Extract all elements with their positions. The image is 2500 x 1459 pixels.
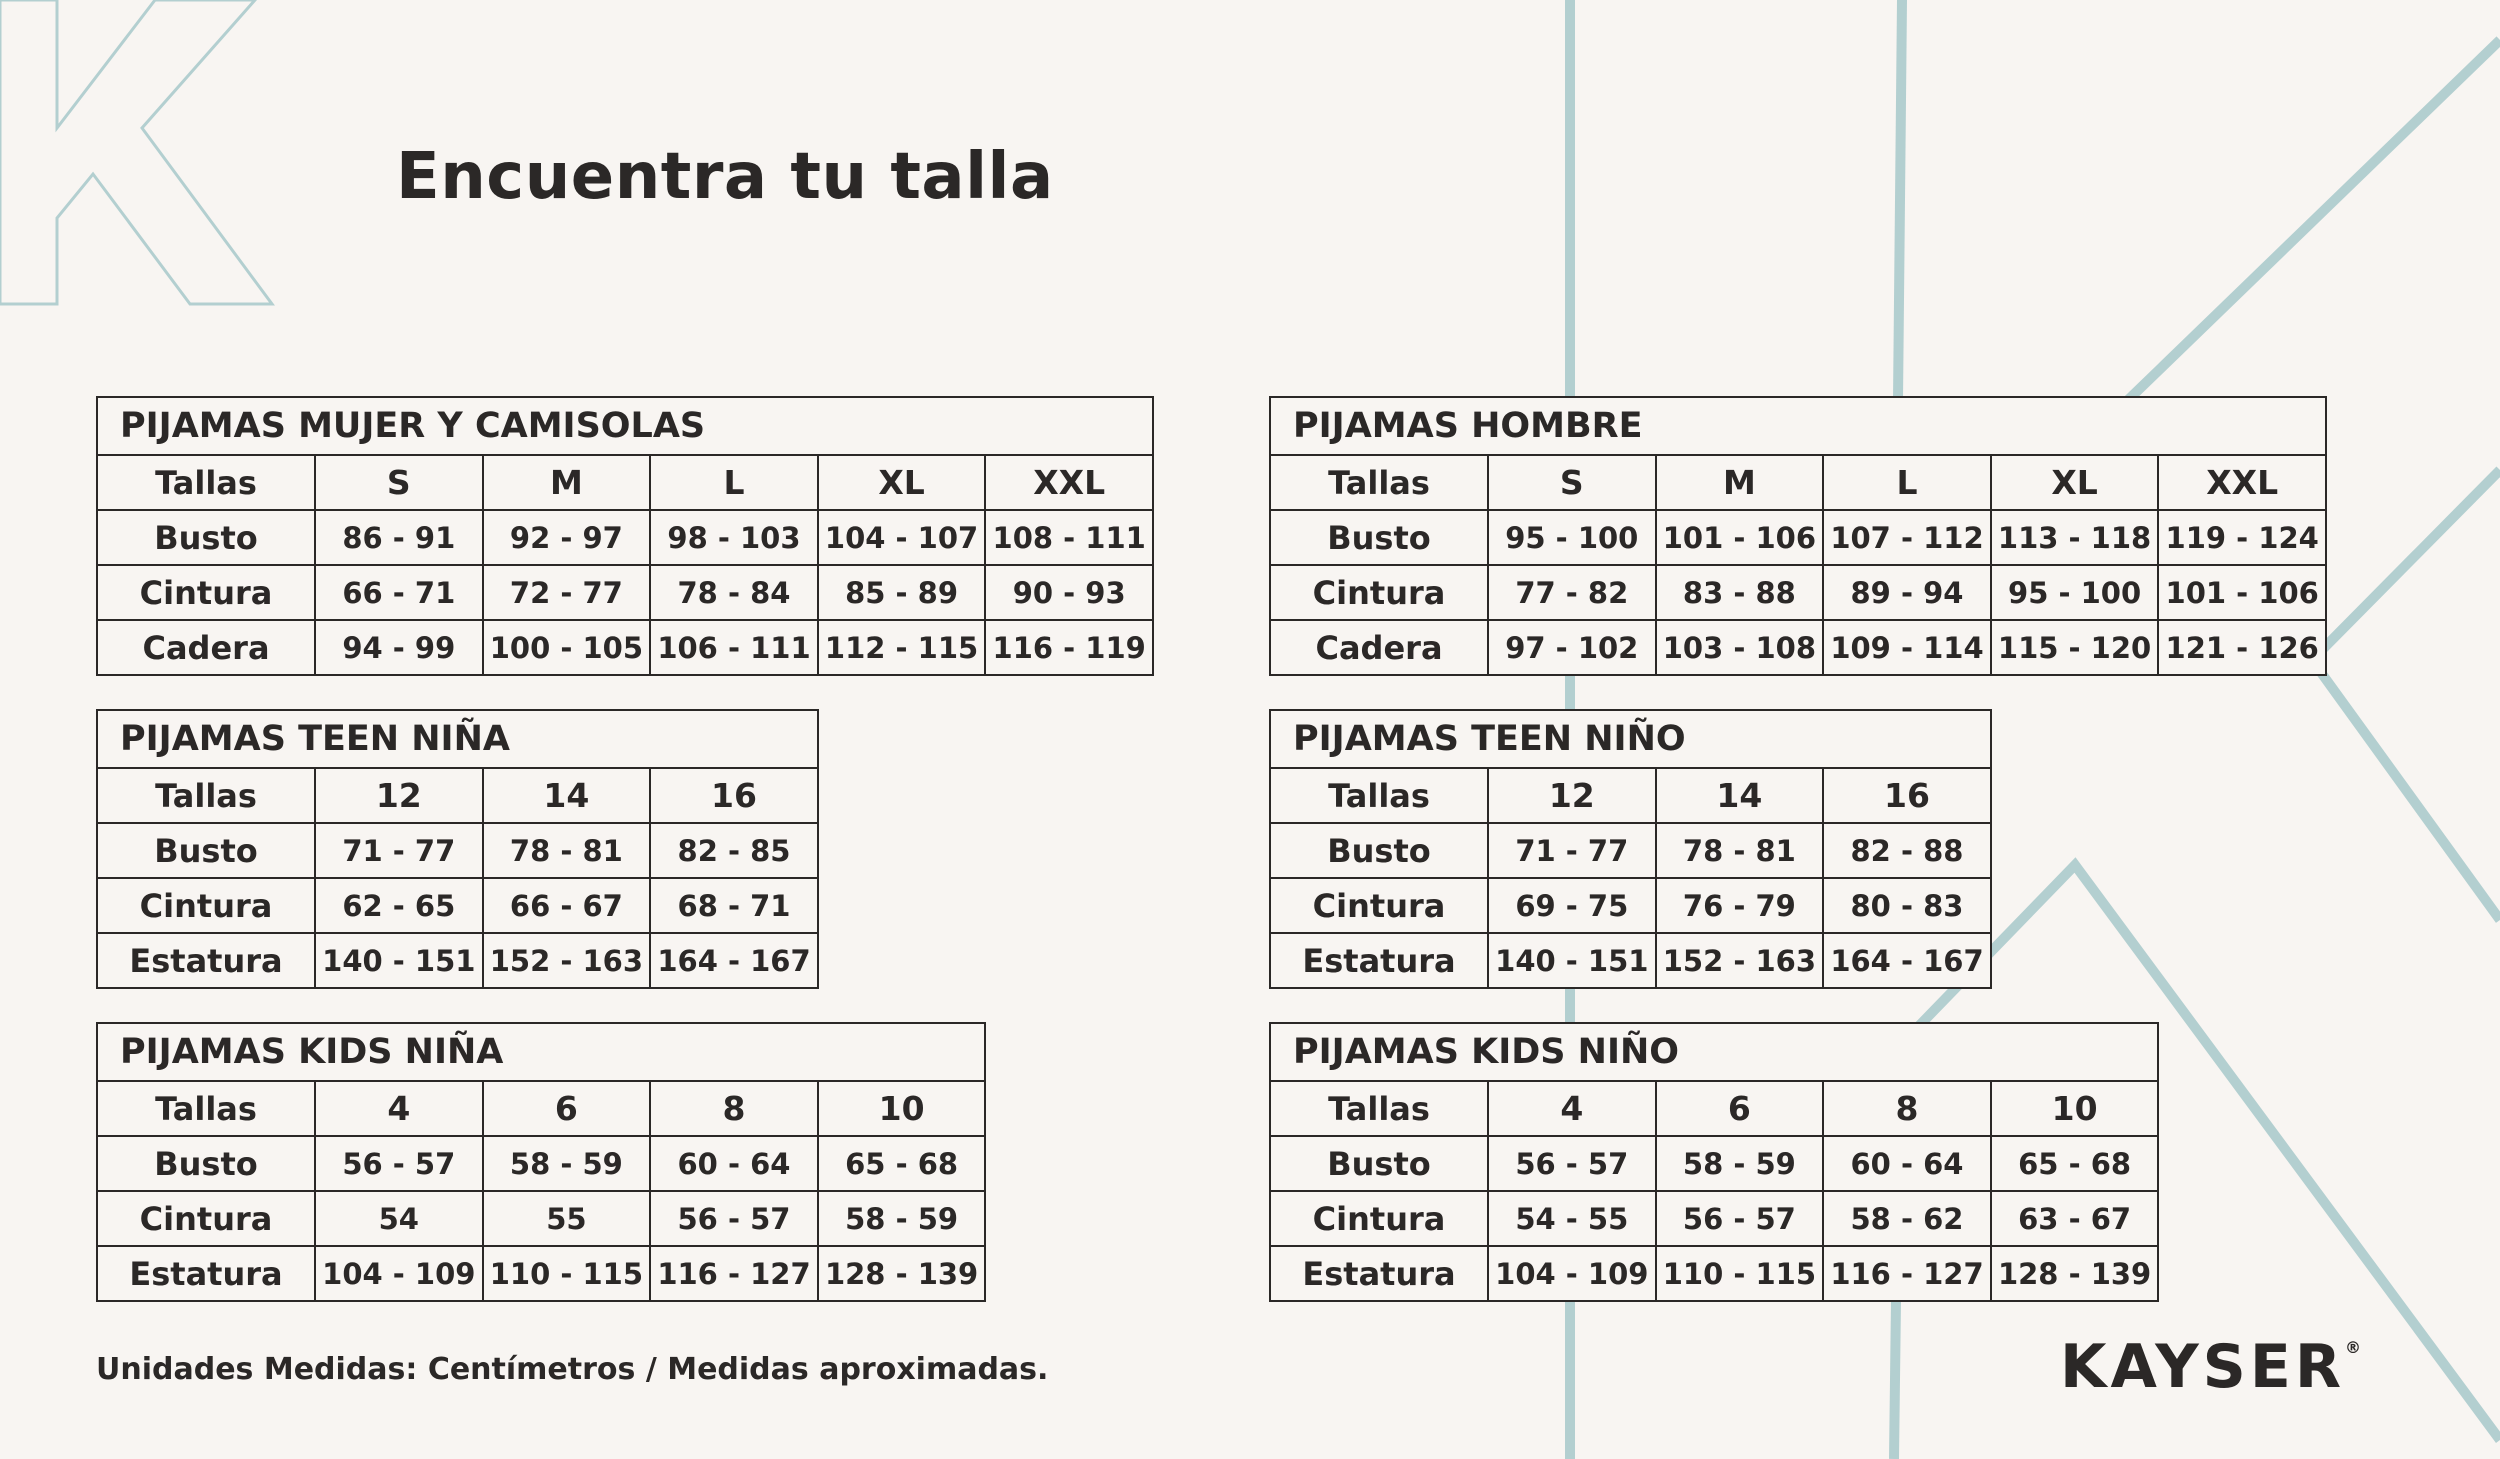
- size-header: S: [315, 455, 483, 510]
- size-header: 16: [650, 768, 818, 823]
- size-header: L: [650, 455, 818, 510]
- k-outline-mark: [0, 0, 272, 304]
- cell: 78 - 84: [650, 565, 818, 620]
- table-row: [97, 823, 818, 878]
- size-table-kids-nino: [1269, 1022, 2159, 1302]
- table-row: [97, 510, 1153, 565]
- cell: 164 - 167: [1823, 933, 1991, 988]
- size-header: 4: [315, 1081, 483, 1136]
- brand-name: KAYSER: [2060, 1332, 2346, 1402]
- units-note: Unidades Medidas: Centímetros / Medidas aproximadas.: [96, 1352, 1049, 1387]
- size-table-kids-nina: [96, 1022, 986, 1302]
- table-row: [97, 620, 1153, 675]
- size-header: 12: [315, 768, 483, 823]
- size-header: 8: [650, 1081, 818, 1136]
- cell: 128 - 139: [818, 1246, 986, 1301]
- size-header: S: [1488, 455, 1656, 510]
- size-header: M: [483, 455, 651, 510]
- size-header: XL: [1991, 455, 2159, 510]
- size-header: 14: [483, 768, 651, 823]
- table-row: [1270, 1136, 2158, 1191]
- row-label: Busto: [1270, 1136, 1488, 1191]
- cell: 65 - 68: [818, 1136, 986, 1191]
- cell: 100 - 105: [483, 620, 651, 675]
- cell: 94 - 99: [315, 620, 483, 675]
- row-label: Cintura: [97, 565, 315, 620]
- table-row: [1270, 768, 1991, 823]
- cell: 104 - 107: [818, 510, 986, 565]
- table-row: [97, 933, 818, 988]
- cell: 97 - 102: [1488, 620, 1656, 675]
- row-label: Tallas: [1270, 1081, 1488, 1136]
- table-row: [97, 455, 1153, 510]
- cell: 164 - 167: [650, 933, 818, 988]
- cell: 58 - 59: [483, 1136, 651, 1191]
- cell: 58 - 59: [1656, 1136, 1824, 1191]
- row-label: Tallas: [1270, 768, 1488, 823]
- size-header: 4: [1488, 1081, 1656, 1136]
- table-row: [1270, 620, 2326, 675]
- cell: 65 - 68: [1991, 1136, 2159, 1191]
- size-header: 14: [1656, 768, 1824, 823]
- decor-line: [2312, 660, 2500, 920]
- cell: 116 - 127: [1823, 1246, 1991, 1301]
- cell: 110 - 115: [1656, 1246, 1824, 1301]
- row-label: Busto: [1270, 823, 1488, 878]
- cell: 107 - 112: [1823, 510, 1991, 565]
- size-header: 12: [1488, 768, 1656, 823]
- cell: 89 - 94: [1823, 565, 1991, 620]
- size-header: 10: [818, 1081, 986, 1136]
- cell: 119 - 124: [2158, 510, 2326, 565]
- table-row: [97, 1081, 985, 1136]
- cell: 55: [483, 1191, 651, 1246]
- cell: 98 - 103: [650, 510, 818, 565]
- row-label: Tallas: [97, 455, 315, 510]
- size-header: 6: [1656, 1081, 1824, 1136]
- row-label: Busto: [1270, 510, 1488, 565]
- row-label: Cintura: [97, 878, 315, 933]
- page-title: Encuentra tu talla: [396, 140, 1054, 214]
- decor-line: [2312, 470, 2500, 660]
- cell: 101 - 106: [1656, 510, 1824, 565]
- row-label: Tallas: [97, 1081, 315, 1136]
- size-header: 6: [483, 1081, 651, 1136]
- table-row: [97, 878, 818, 933]
- cell: 104 - 109: [1488, 1246, 1656, 1301]
- row-label: Estatura: [1270, 933, 1488, 988]
- cell: 71 - 77: [315, 823, 483, 878]
- row-label: Cintura: [97, 1191, 315, 1246]
- cell: 68 - 71: [650, 878, 818, 933]
- table-row: [1270, 510, 2326, 565]
- cell: 77 - 82: [1488, 565, 1656, 620]
- table-row: [1270, 1081, 2158, 1136]
- table-title: PIJAMAS KIDS NIÑO: [1270, 1023, 2158, 1081]
- size-table-mujer: [96, 396, 1154, 676]
- cell: 106 - 111: [650, 620, 818, 675]
- cell: 95 - 100: [1991, 565, 2159, 620]
- size-header: 8: [1823, 1081, 1991, 1136]
- cell: 76 - 79: [1656, 878, 1824, 933]
- decor-line: [1894, 1300, 1896, 1459]
- row-label: Estatura: [97, 1246, 315, 1301]
- size-header: XXL: [985, 455, 1153, 510]
- size-header: XXL: [2158, 455, 2326, 510]
- cell: 85 - 89: [818, 565, 986, 620]
- cell: 101 - 106: [2158, 565, 2326, 620]
- cell: 152 - 163: [483, 933, 651, 988]
- cell: 128 - 139: [1991, 1246, 2159, 1301]
- cell: 56 - 57: [315, 1136, 483, 1191]
- cell: 71 - 77: [1488, 823, 1656, 878]
- cell: 66 - 71: [315, 565, 483, 620]
- table-row: [1270, 823, 1991, 878]
- cell: 58 - 59: [818, 1191, 986, 1246]
- row-label: Cintura: [1270, 1191, 1488, 1246]
- cell: 116 - 119: [985, 620, 1153, 675]
- row-label: Busto: [97, 1136, 315, 1191]
- size-header: L: [1823, 455, 1991, 510]
- cell: 54: [315, 1191, 483, 1246]
- cell: 69 - 75: [1488, 878, 1656, 933]
- cell: 121 - 126: [2158, 620, 2326, 675]
- table-title: PIJAMAS KIDS NIÑA: [97, 1023, 985, 1081]
- row-label: Tallas: [97, 768, 315, 823]
- cell: 140 - 151: [1488, 933, 1656, 988]
- cell: 95 - 100: [1488, 510, 1656, 565]
- cell: 86 - 91: [315, 510, 483, 565]
- decor-line: [2128, 40, 2500, 400]
- row-label: Cadera: [1270, 620, 1488, 675]
- table-title: PIJAMAS TEEN NIÑO: [1270, 710, 1991, 768]
- table-title: PIJAMAS MUJER Y CAMISOLAS: [97, 397, 1153, 455]
- table-row: [1270, 1191, 2158, 1246]
- table-row: [1270, 455, 2326, 510]
- cell: 92 - 97: [483, 510, 651, 565]
- cell: 113 - 118: [1991, 510, 2159, 565]
- cell: 66 - 67: [483, 878, 651, 933]
- cell: 78 - 81: [1656, 823, 1824, 878]
- cell: 110 - 115: [483, 1246, 651, 1301]
- table-title: PIJAMAS HOMBRE: [1270, 397, 2326, 455]
- size-header: 16: [1823, 768, 1991, 823]
- table-row: [1270, 933, 1991, 988]
- cell: 56 - 57: [1488, 1136, 1656, 1191]
- cell: 112 - 115: [818, 620, 986, 675]
- cell: 58 - 62: [1823, 1191, 1991, 1246]
- cell: 62 - 65: [315, 878, 483, 933]
- row-label: Busto: [97, 510, 315, 565]
- row-label: Busto: [97, 823, 315, 878]
- cell: 56 - 57: [650, 1191, 818, 1246]
- cell: 116 - 127: [650, 1246, 818, 1301]
- cell: 63 - 67: [1991, 1191, 2159, 1246]
- cell: 80 - 83: [1823, 878, 1991, 933]
- cell: 115 - 120: [1991, 620, 2159, 675]
- cell: 83 - 88: [1656, 565, 1824, 620]
- cell: 104 - 109: [315, 1246, 483, 1301]
- cell: 109 - 114: [1823, 620, 1991, 675]
- size-header: 10: [1991, 1081, 2159, 1136]
- cell: 60 - 64: [1823, 1136, 1991, 1191]
- table-row: [97, 1136, 985, 1191]
- table-row: [97, 565, 1153, 620]
- cell: 56 - 57: [1656, 1191, 1824, 1246]
- row-label: Estatura: [1270, 1246, 1488, 1301]
- size-header: M: [1656, 455, 1824, 510]
- size-table-hombre: [1269, 396, 2327, 676]
- brand-logo: [2060, 1332, 2361, 1402]
- row-label: Cadera: [97, 620, 315, 675]
- size-table-teen-nina: [96, 709, 819, 989]
- cell: 60 - 64: [650, 1136, 818, 1191]
- size-header: XL: [818, 455, 986, 510]
- cell: 152 - 163: [1656, 933, 1824, 988]
- size-table-teen-nino: [1269, 709, 1992, 989]
- cell: 108 - 111: [985, 510, 1153, 565]
- cell: 78 - 81: [483, 823, 651, 878]
- table-row: [1270, 878, 1991, 933]
- table-row: [97, 1246, 985, 1301]
- row-label: Cintura: [1270, 878, 1488, 933]
- row-label: Tallas: [1270, 455, 1488, 510]
- cell: 72 - 77: [483, 565, 651, 620]
- registered-mark: ®: [2345, 1338, 2362, 1357]
- table-row: [1270, 1246, 2158, 1301]
- cell: 82 - 85: [650, 823, 818, 878]
- table-row: [97, 1191, 985, 1246]
- row-label: Cintura: [1270, 565, 1488, 620]
- decor-line: [1898, 0, 1902, 400]
- cell: 103 - 108: [1656, 620, 1824, 675]
- cell: 140 - 151: [315, 933, 483, 988]
- table-row: [97, 768, 818, 823]
- cell: 90 - 93: [985, 565, 1153, 620]
- table-title: PIJAMAS TEEN NIÑA: [97, 710, 818, 768]
- cell: 54 - 55: [1488, 1191, 1656, 1246]
- table-row: [1270, 565, 2326, 620]
- cell: 82 - 88: [1823, 823, 1991, 878]
- row-label: Estatura: [97, 933, 315, 988]
